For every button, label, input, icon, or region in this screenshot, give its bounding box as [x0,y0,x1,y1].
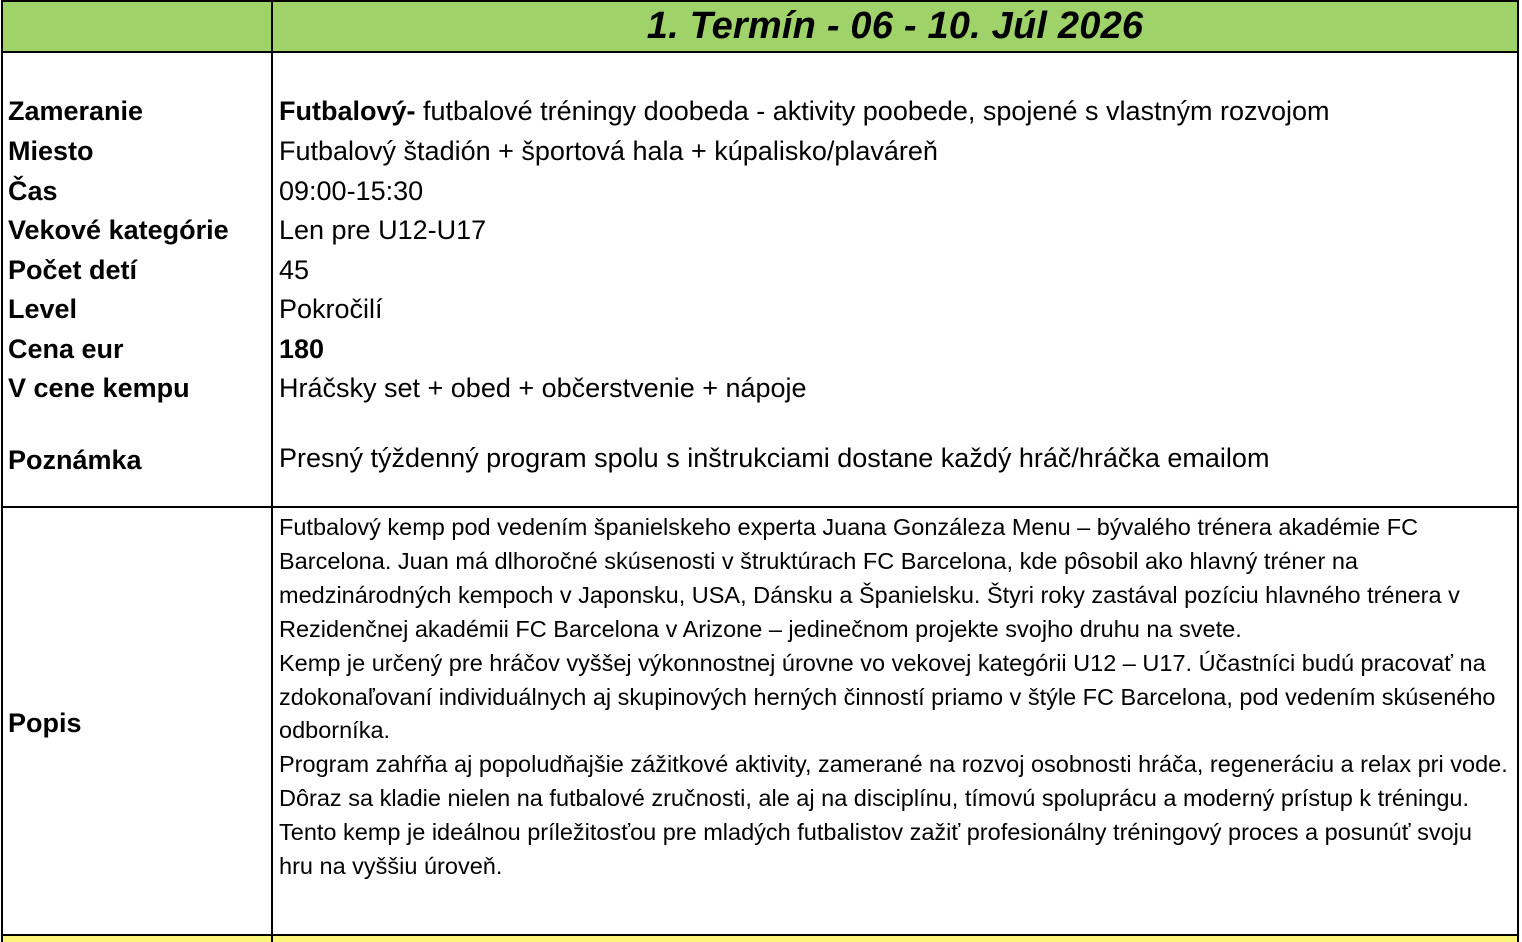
label-zameranie: Zameranie [8,96,144,126]
grid-line [1517,0,1519,942]
next-row-right-cell [273,936,1517,942]
value-vekove-kategorie: Len pre U12-U17 [279,215,487,245]
grid-line [1,0,3,942]
value-level: Pokročilí [279,294,383,324]
value-zameranie [279,95,1330,127]
grid-line [271,0,273,942]
next-row-left-cell [3,936,271,942]
value-cas: 09:00-15:30 [279,176,424,206]
title-row-left-cell [3,2,271,51]
grid-line [1,506,1519,508]
value-zameranie-text: futbalové tréningy doobeda - aktivity poobede, spojené s vlastným rozvojom [415,96,1330,126]
label-poznamka: Poznámka [8,445,142,475]
term-title: 1. Termín - 06 - 10. Júl 2026 [273,2,1517,51]
value-v-cene-kempu: Hráčsky set + obed + občerstvenie + nápoje [279,373,807,403]
label-miesto: Miesto [8,136,94,166]
grid-line [1,934,1519,936]
label-cena: Cena eur [8,334,124,364]
label-cas: Čas [8,176,58,206]
value-poznamka: Presný týždenný program spolu s inštrukciami dostane každý hráč/hráčka emailom [279,443,1270,473]
value-zameranie-bold: Futbalový- [279,96,416,126]
label-v-cene-kempu: V cene kempu [8,373,190,403]
description-text [279,511,1511,884]
description-paragraph: Futbalový kemp pod vedením španielskeho experta Juana Gonzáleza Menu – bývalého trénera akadémie FC Barcelona. Juan má dlhoročné skúsenosti v štruktúrach FC Barcelona, kde pôsobil ako hlavný tréner na medzinárodných kempoch v Japonsku, USA, Dánsku a Španielsku. Štyri roky zastával pozíciu hlavného trénera v Rezidenčnej akadémii FC Barcelona v Arizone – jedinečnom projekte svojho druhu na svete. [279,514,1460,642]
label-vekove-kategorie: Vekové kategórie [8,215,229,245]
value-cena-bold: 180 [279,334,325,364]
description-paragraph: Kemp je určený pre hráčov vyššej výkonnostnej úrovne vo vekovej kategórii U12 – U17. Účastníci budú pracovať na zdokonaľovaní individuálnych aj skupinových herných činností priamo v štýle FC Barcelona, pod vedením skúseného odborníka. [279,649,1496,744]
value-miesto: Futbalový štadión + športová hala + kúpalisko/plaváreň [279,136,938,166]
label-pocet-deti: Počet detí [8,255,138,285]
description-paragraph: Program zahŕňa aj popoludňajšie zážitkové aktivity, zamerané na rozvoj osobnosti hráča, regeneráciu a relax pri vode. Dôraz sa kladie nielen na futbalové zručnosti, ale aj na disciplínu, tímovú spoluprácu a moderný prístup k tréningu. Tento kemp je ideálnou príležitosťou pre mladých futbalistov zažiť profesionálny tréningový proces a posunúť svoju hru na vyššiu úroveň. [279,751,1508,880]
label-level: Level [8,294,78,324]
value-pocet-deti: 45 [279,255,310,285]
value-cena [279,333,324,365]
grid-line [1,0,1519,2]
grid-line [1,51,1519,53]
label-popis: Popis [8,708,82,738]
